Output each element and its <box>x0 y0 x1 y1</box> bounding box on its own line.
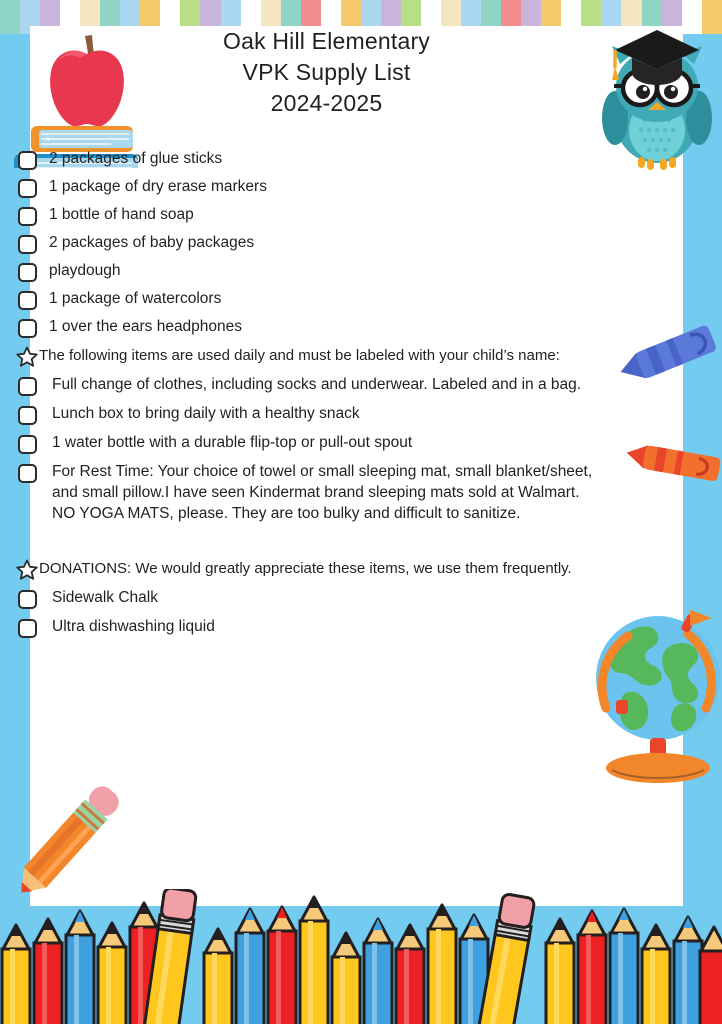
list-item-label: 2 packages of baby packages <box>49 234 255 251</box>
star-icon <box>16 559 38 580</box>
list-item-label: 2 packages of glue sticks <box>49 150 223 167</box>
checkbox[interactable] <box>18 151 37 170</box>
list-item[interactable] <box>18 432 678 454</box>
checkbox[interactable] <box>18 406 37 425</box>
checkbox[interactable] <box>18 590 37 609</box>
list-item[interactable] <box>18 374 678 396</box>
title-line-3: 2024-2025 <box>270 90 383 116</box>
title-line-1: Oak Hill Elementary <box>222 28 431 54</box>
list-item-label: 1 over the ears headphones <box>49 318 243 335</box>
list-item[interactable] <box>18 403 678 425</box>
list-item-label: 1 package of watercolors <box>49 290 222 307</box>
list-item[interactable] <box>18 148 678 170</box>
list-item[interactable] <box>18 616 678 638</box>
rest-time-line-1: For Rest Time: Your choice of towel or small sleeping mat, small blanket/sheet, <box>52 463 593 480</box>
list-item-label: 1 water bottle with a durable flip-top or pull-out spout <box>52 434 413 451</box>
supply-list-content <box>18 148 678 645</box>
daily-section-heading-label: The following items are used daily and must be labeled with your child’s name: <box>39 347 560 364</box>
donations-section-heading-label: DONATIONS: We would greatly appreciate these items, we use them frequently. <box>39 560 572 577</box>
rest-time-list-item[interactable] <box>18 461 678 524</box>
list-item-label: playdough <box>49 262 121 279</box>
list-item-label: 1 package of dry erase markers <box>49 178 267 195</box>
checkbox[interactable] <box>18 291 37 310</box>
list-item-label: Full change of clothes, including socks and underwear. Labeled and in a bag. <box>52 376 582 393</box>
colored-pencils-border <box>0 889 722 1024</box>
donations-section-heading <box>18 557 678 580</box>
page-title <box>0 26 653 119</box>
rest-time-label <box>52 461 592 524</box>
daily-section-heading <box>18 344 678 367</box>
checkbox[interactable] <box>18 377 37 396</box>
checkbox[interactable] <box>18 435 37 454</box>
list-item[interactable] <box>18 260 678 282</box>
section-spacer <box>18 531 678 557</box>
checkbox[interactable] <box>18 464 37 483</box>
checkbox[interactable] <box>18 207 37 226</box>
rest-time-line-2: and small pillow.I have seen Kindermat brand sleeping mats sold at Walmart. <box>52 484 580 501</box>
rest-time-line-3: NO YOGA MATS, please. They are too bulky and difficult to sanitize. <box>52 505 521 522</box>
list-item[interactable] <box>18 587 678 609</box>
list-item-label: 1 bottle of hand soap <box>49 206 194 223</box>
list-item[interactable] <box>18 316 678 338</box>
list-item[interactable] <box>18 288 678 310</box>
list-item-label: Ultra dishwashing liquid <box>52 618 215 635</box>
list-item[interactable] <box>18 204 678 226</box>
list-item-label: Lunch box to bring daily with a healthy snack <box>52 405 360 422</box>
checkbox[interactable] <box>18 179 37 198</box>
checkbox[interactable] <box>18 319 37 338</box>
list-item-label: Sidewalk Chalk <box>52 589 158 606</box>
checkbox[interactable] <box>18 619 37 638</box>
title-line-2: VPK Supply List <box>242 59 411 85</box>
list-item[interactable] <box>18 176 678 198</box>
checkbox[interactable] <box>18 263 37 282</box>
list-item[interactable] <box>18 232 678 254</box>
star-icon <box>16 346 38 367</box>
checkbox[interactable] <box>18 235 37 254</box>
